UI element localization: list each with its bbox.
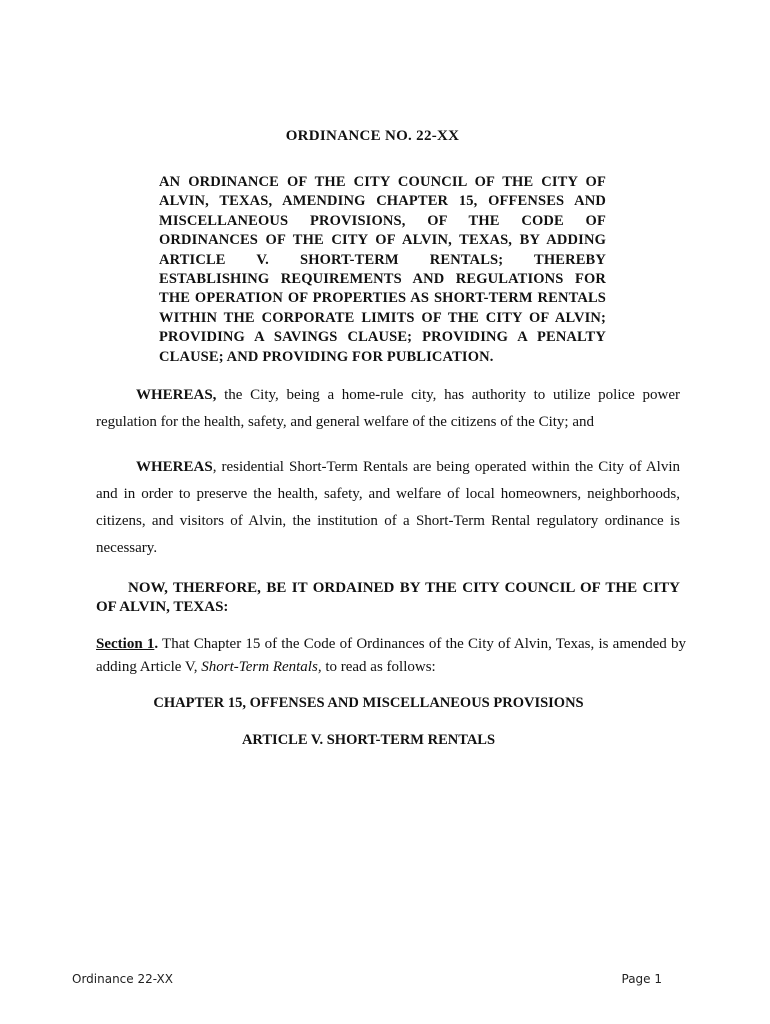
whereas-paragraph-2 xyxy=(96,454,680,562)
ordaining-clause: NOW, THERFORE, BE IT ORDAINED BY THE CITY COUNCIL OF THE CITY OF ALVIN, TEXAS: xyxy=(96,580,680,615)
footer-ordinance-label: Ordinance 22-XX xyxy=(72,972,173,986)
chapter-heading: CHAPTER 15, OFFENSES AND MISCELLANEOUS PROVISIONS xyxy=(153,695,584,711)
whereas-text: , residential Short-Term Rentals are being operated within the City of Alvin and in order to preserve the health, safety, and welfare of local homeowners, neighborhoods, citizens, and visitors of Alvin, the institution of a Short-Term Rental regulatory ordinance is necessary. xyxy=(96,459,680,556)
section-1-text: That Chapter 15 of the Code of Ordinances of the City of Alvin, Texas, is amended by adding Article V, xyxy=(96,636,686,675)
section-1-paragraph xyxy=(96,633,686,679)
ordinance-title: ORDINANCE NO. 22-XX xyxy=(285,128,460,144)
whereas-lead: WHEREAS xyxy=(136,459,213,475)
footer-page-number: Page 1 xyxy=(621,972,662,986)
ordinance-caption: AN ORDINANCE OF THE CITY COUNCIL OF THE CITY OF ALVIN, TEXAS, AMENDING CHAPTER 15, OFFENSES AND MISCELLANEOUS PROVISIONS, OF THE CODE OF ORDINANCES OF THE CITY OF ALVIN, TEXAS, BY ADDING ARTICLE V. SHORT-TERM RENTALS; THEREBY ESTABLISHING REQUIREMENTS AND REGULATIONS FOR THE OPERATION OF PROPERTIES AS SHORT-TERM RENTALS WITHIN THE CORPORATE LIMITS OF THE CITY OF ALVIN; PROVIDING A SAVINGS CLAUSE; PROVIDING A PENALTY CLAUSE; AND PROVIDING FOR PUBLICATION. xyxy=(159,174,606,365)
section-1-label: Section 1 xyxy=(96,636,155,652)
article-heading: ARTICLE V. SHORT-TERM RENTALS xyxy=(241,732,496,748)
whereas-text: the City, being a home-rule city, has authority to utilize police power regulation for the health, safety, and general welfare of the citizens of the City; and xyxy=(96,387,680,430)
section-1-dot: . xyxy=(154,636,159,652)
whereas-lead: WHEREAS, xyxy=(136,387,217,403)
section-1-text-end: to read as follows: xyxy=(321,659,436,675)
section-1-article-name: Short-Term Rentals, xyxy=(201,659,322,675)
whereas-paragraph-1 xyxy=(96,382,680,436)
